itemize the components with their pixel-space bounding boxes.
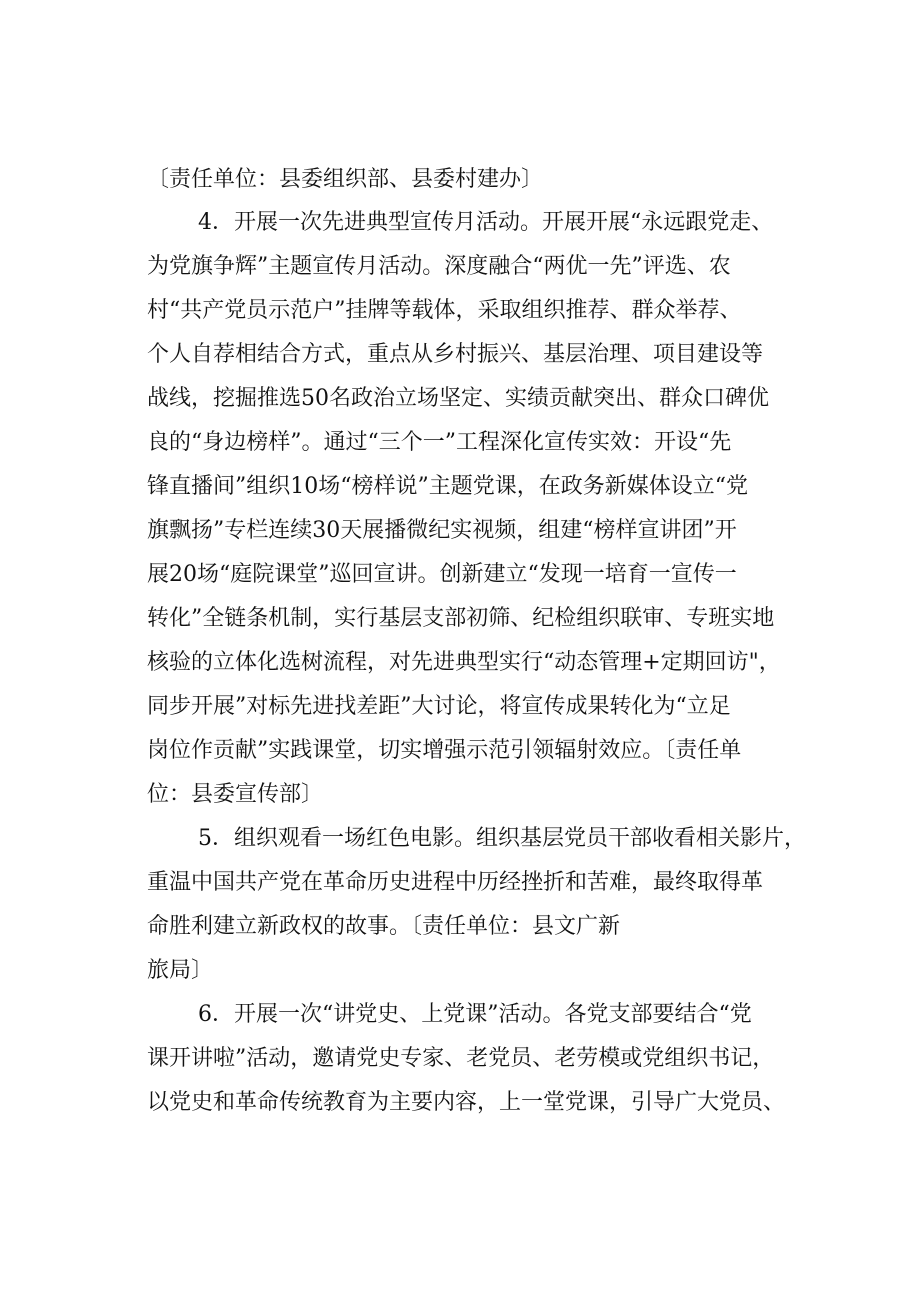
item-4-heading-line: 4．开展一次先进典型宣传月活动。开展开展“永远跟党走、 <box>198 210 774 235</box>
paragraph-line: 转化”全链条机制，实行基层支部初筛、纪检组织联审、专班实地 <box>147 606 775 631</box>
paragraph-line: 为党旗争辉”主题宣传月活动。深度融合“两优一先”评选、农 <box>147 254 731 279</box>
paragraph-line: 课开讲啦”活动，邀请党史专家、老党员、老劳模或党组织书记， <box>147 1046 775 1071</box>
paragraph-line: 核验的立体化选树流程，对先进典型实行“动态管理+定期回访"， <box>147 650 781 675</box>
paragraph-line: 以党史和革命传统教育为主要内容，上一堂党课，引导广大党员、 <box>147 1090 786 1115</box>
responsibility-line: 〔责任单位：县委组织部、县委村建办〕 <box>147 167 544 192</box>
paragraph-line: 个人自荐相结合方式，重点从乡村振兴、基层治理、项目建设等 <box>147 342 764 367</box>
paragraph-line: 岗位作贡献”实践课堂，切实增强示范引领辐射效应。〔责任单 <box>147 738 742 763</box>
paragraph-line: 良的“身边榜样”。通过“三个一”工程深化宣传实效：开设“先 <box>147 430 732 455</box>
paragraph-line: 同步开展”对标先进找差距”大讨论，将宣传成果转化为“立足 <box>147 694 731 719</box>
paragraph-line: 村“共产党员示范户”挂牌等载体，采取组织推荐、群众举荐、 <box>147 298 742 323</box>
paragraph-line: 位：县委宣传部〕 <box>147 782 324 807</box>
paragraph-line: 锋直播间”组织10场“榜样说”主题党课，在政务新媒体设立“党 <box>147 474 748 499</box>
paragraph-line: 展20场“庭院课堂”巡回宣讲。创新建立“发现一培育一宣传一 <box>147 562 737 587</box>
paragraph-line: 重温中国共产党在革命历史进程中历经挫折和苦难，最终取得革 <box>147 870 764 895</box>
paragraph-line: 旅局〕 <box>147 958 214 983</box>
paragraph-line: 命胜利建立新政权的故事。〔责任单位：县文广新 <box>147 914 621 939</box>
item-6-heading-line: 6．开展一次“讲党史、上党课”活动。各党支部要结合“党 <box>198 1002 752 1027</box>
paragraph-line: 旗飘扬”专栏连续30天展播微纪实视频，组建“榜样宣讲团”开 <box>147 518 737 543</box>
item-5-heading-line: 5．组织观看一场红色电影。组织基层党员干部收看相关影片， <box>198 826 806 851</box>
paragraph-line: 战线，挖掘推选50名政治立场坚定、实绩贡献突出、群众口碑优 <box>147 386 769 411</box>
